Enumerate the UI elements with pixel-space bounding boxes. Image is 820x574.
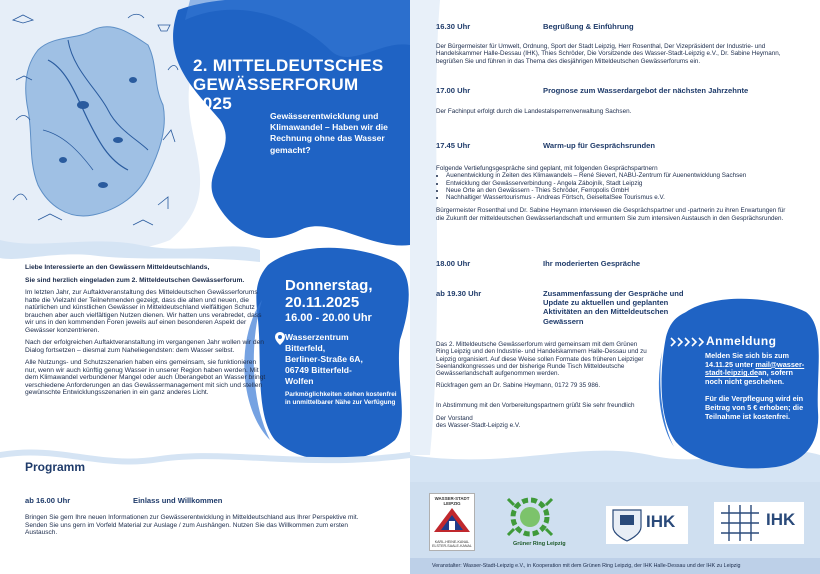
event-date (285, 277, 403, 311)
registration-fee: Für die Verpflegung wird ein Beitrag von 5 € erhoben; die Teilnahme ist kostenfrei. (705, 394, 804, 421)
closing-paragraph-1: Das 2. Mitteldeutsche Gewässerforum wird gemeinsam mit dem Grünen Ring Leipzig und den Industrie- und Handelskammern Halle-Dessau und zu Leipzig organisiert. Auf diese Weise sollen Formate des früheren Leipziger Seenlandkongresses und der bisherige Runde Tisch Mitteldeutsche Gewässerlandschaft aufgenommen werden. (436, 341, 647, 378)
conversation-outro: Bürgermeister Rosenthal und Dr. Sabine Heymann interviewen die Gesprächspartner und -partnerin zu ihren Erwartungen für die Zukunft der mitteldeutschen Gewässerlandschaft und ermuntern Sie zum intensiven Austausch in den Gesprächsrunden. (436, 207, 786, 222)
conversation-list (446, 172, 791, 201)
intro-invitation: Sie sind herzlich eingeladen zum 2. Mitteldeutschen Gewässerforum. (25, 276, 245, 284)
venue-line1: Wasserzentrum (285, 332, 349, 342)
schedule-title: Prognose zum Wasserdargebot der nächsten Jahrzehnte (543, 86, 749, 95)
ihk-halle-logo (606, 506, 688, 544)
event-weekday: Donnerstag, (285, 277, 373, 294)
schedule-title: Einlass und Willkommen (133, 496, 223, 505)
schedule-text: Der Bürgermeister für Umwelt, Ordnung, Sport der Stadt Leipzig, Herr Rosenthal, Der Vizepräsident der Industrie- und Handelskammer Halle-Dessau (IHK), Thies Schröder, Die Vorsitzende des Wasser-Stadt-Leipzig e.V., Dr. Sabine Heymann, begrüßen Sie und führen in das Thema des diesjährigen Mitteldeutschen Gewässerforums ein. (436, 43, 781, 65)
arrows-icon (670, 337, 704, 347)
registration-date: 14.11.25 (705, 359, 734, 369)
schedule-time: ab 16.00 Uhr (25, 496, 71, 505)
closing-signature-1: Der Vorstand (436, 415, 473, 423)
ihk-label: IHK (646, 512, 676, 531)
schedule-text: Der Fachinput erfolgt durch die Landestalsperrenverwaltung Sachsen. (436, 108, 632, 115)
footer-text: Veranstalter: Wasser-Stadt-Leipzig e.V., in Kooperation mit dem Grünen Ring Leipzig, der IHK Halle-Dessau und der IHK zu Leipzig (410, 558, 820, 574)
schedule-title: Begrüßung & Einführung (543, 22, 634, 31)
event-title (193, 56, 384, 113)
event-day: 20.11.2025 (285, 294, 360, 311)
venue-line5: Wolfen (285, 376, 314, 386)
list-item: • Neue Orte an den Gewässern - Thies Schröder, Ferropolis GmbH (446, 187, 791, 194)
conversation-intro: Folgende Vertiefungsgespräche sind geplant, mit folgenden Gesprächspartnern (436, 165, 658, 172)
wasser-stadt-logo (429, 493, 475, 551)
ihk-crest-icon (610, 507, 644, 543)
event-title-line3: 2025 (193, 94, 233, 113)
schedule-time: 16.30 Uhr (436, 22, 471, 31)
registration-text-3: an, sofern noch nicht geschehen. (705, 368, 793, 386)
venue-line2: Bitterfeld, (285, 343, 326, 353)
ihk-leipzig-logo (714, 502, 804, 544)
registration-text (705, 352, 809, 421)
event-subtitle: Gewässerentwicklung und Klimawandel – Haben wir die Rechnung ohne das Wasser gemacht? (270, 111, 388, 155)
registration-email-link[interactable]: mail@wasser-stadt-leipzig.de (705, 359, 805, 378)
intro-greeting: Liebe Interessierte an den Gewässern Mitteldeutschlands, (25, 264, 210, 271)
schedule-time: 17.45 Uhr (436, 141, 471, 150)
wasser-stadt-subtitle: KARL-HEINE-KANAL ELSTER-SAALE-KANAL (432, 540, 472, 548)
schedule-time: 17.00 Uhr (436, 86, 471, 95)
event-details (285, 277, 403, 406)
closing-paragraph-2: Rückfragen gern an Dr. Sabine Heymann, 0172 79 35 986. (436, 382, 601, 390)
schedule-title: Warm-up für Gesprächsrunden (543, 141, 655, 150)
event-title-line1: 2. MITTELDEUTSCHES (193, 56, 384, 75)
schedule-text (436, 165, 791, 222)
schedule-title: Ihr moderierten Gespräche (543, 259, 641, 268)
list-item: • Entwicklung der Gewässerverbindung - Angela Zábojník, Stadt Leipzig (446, 180, 791, 187)
registration-text-2: unter (735, 359, 754, 369)
wasser-stadt-name: WASSER-STADT LEIPZIG (434, 496, 470, 506)
ihk-label: IHK (766, 510, 796, 529)
programm-heading: Programm (25, 460, 86, 474)
schedule-time: 18.00 Uhr (436, 259, 471, 268)
parking-note: Parkmöglichkeiten stehen kostenfrei in unmittelbarer Nähe zur Verfügung (285, 391, 397, 406)
region-map-illustration (8, 10, 183, 235)
closing-text (436, 341, 651, 430)
list-item: • Nachhaltiger Wassertourismus - Andreas Förtsch, GeiseltalSee Tourismus e.V. (446, 194, 791, 201)
venue-line3: Berliner-Straße 6A, (285, 354, 363, 364)
wasser-stadt-emblem-icon (430, 506, 474, 534)
schedule-time: ab 19.30 Uhr (436, 289, 482, 298)
intro-text (25, 264, 269, 402)
schedule-text: Bringen Sie gern Ihre neuen Informationen zur Gewässerentwicklung in Mitteldeutschland aus Ihrer Perspektive mit. Senden Sie uns gern im Vorfeld Material zur Auslage / zum Aushängen. Nutzen Sie das Willkommen zum ersten Austausch. (25, 514, 359, 537)
location-pin-icon (275, 332, 285, 345)
event-venue (285, 332, 403, 387)
closing-signature-2: des Wasser-Stadt-Leipzig e.V. (436, 422, 521, 430)
gruener-ring-name: Grüner Ring Leipzig (513, 541, 566, 547)
venue-line4: 06749 Bitterfeld- (285, 365, 352, 375)
ihk-grid-icon (717, 503, 763, 543)
registration-text-1: Melden Sie sich bis zum (705, 351, 789, 360)
event-title-line2: GEWÄSSERFORUM (193, 75, 359, 94)
closing-paragraph-3: In Abstimmung mit den Vorbereitungspartnern grüßt Sie sehr freundlich (436, 401, 635, 409)
registration-title: Anmeldung (706, 334, 777, 348)
intro-paragraph-3: Alle Nutzungs- und Schutzszenarien haben eins gemeinsam, sie funktionieren nur, wenn wir auch künftig genug Wasser in unserer Region haben werden. Mit dem Klimawandel verbundener Mangel oder auch Überangebot an Wasser bringt verschiedene Anforderungen an das Gewässermanagement mit sich und stellen gewünschte Entwicklungsszenarien in ein ganz anderes Licht. (25, 359, 266, 396)
intro-paragraph-2: Nach der erfolgreichen Auftaktveranstaltung im vergangenen Jahr wollen wir den Dialog fortsetzen – diesmal zum Naheliegendsten: dem Wasser selbst. (25, 339, 265, 354)
intro-paragraph-1: Im letzten Jahr, zur Auftaktveranstaltung des Mitteldeutschen Gewässerforums hatte die Vielzahl der Teilnehmenden gezeigt, dass die alten und neuen, die natürlichen und künstlichen Gewässer in Mitteldeutschland vielfältigen Schutz brauchen aber auch vielfältigen Nutzen dienen. Wir hatten uns verabredet, dass wir uns in den kommenden Foren jeweils auf einen besonderen Aspekt der Gewässer konzentrieren. (25, 289, 262, 334)
event-time: 16.00 - 20.00 Uhr (285, 312, 372, 324)
schedule-title: Zusammenfassung der Gespräche und Update zu aktuellen und geplanten Aktivitäten an den Mitteldeutschen Gewässern (543, 289, 684, 326)
list-item: • Auenentwicklung in Zeiten des Klimawandels – René Sievert, NABU-Zentrum für Auenentwicklung Sachsen (446, 172, 791, 179)
gruener-ring-logo-icon (500, 495, 560, 547)
